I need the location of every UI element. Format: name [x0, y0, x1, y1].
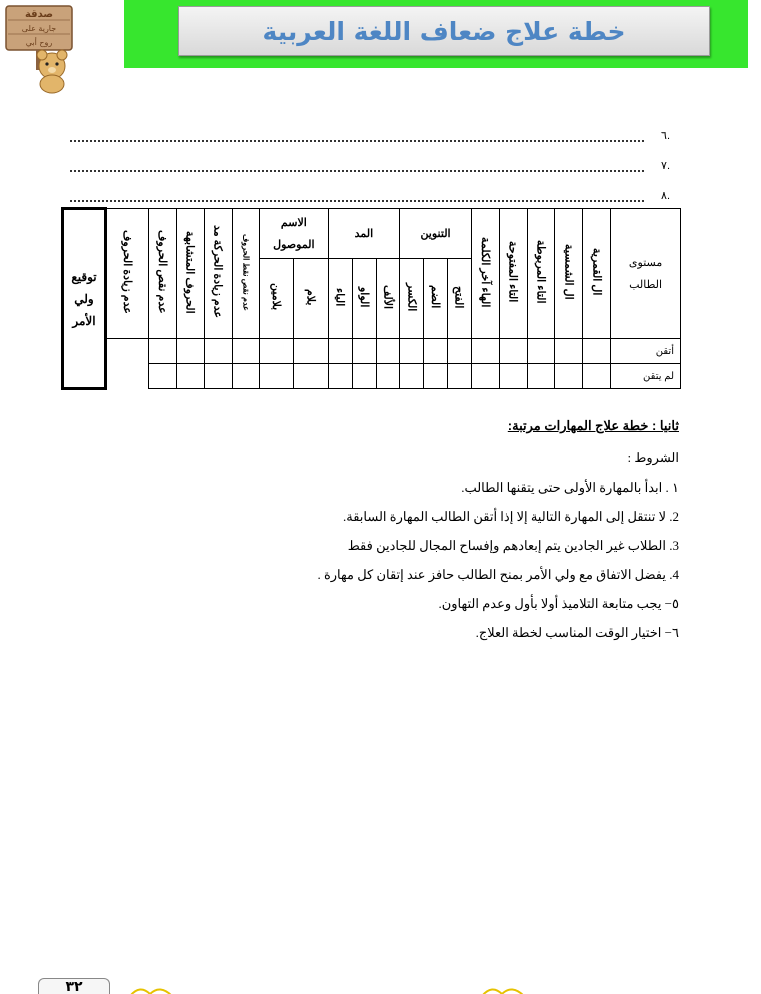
row-label-not-mastered: لم يتقن: [611, 364, 681, 389]
dotted-line-6: [70, 126, 670, 142]
dotted-line-8: [70, 186, 670, 202]
col-ziyada: عدم زيادة الحروف: [106, 209, 149, 339]
table-row: [63, 364, 681, 389]
svg-text:صدقة: صدقة: [24, 9, 54, 20]
madd-header: المد: [328, 209, 400, 259]
line-number: .٨: [661, 190, 670, 202]
page-title: خطة علاج ضعاف اللغة العربية: [262, 16, 626, 46]
footer-ornament-left: [128, 984, 174, 994]
page-number: ٣٢: [38, 978, 110, 994]
dotted-fill: [70, 132, 644, 142]
col-taa-marbuta: التاء المربوطة: [527, 209, 555, 339]
madd-waw: الواو: [352, 259, 376, 339]
ism-mawsul-header: الاسم الموصول: [260, 209, 329, 259]
signature-column: توقيع ولي الأمر: [63, 209, 106, 389]
line-number: .٦: [661, 130, 670, 142]
condition-item-2: 2. لا تنتقل إلى المهارة التالية إلا إذا أتقن الطالب المهارة السابقة.: [343, 509, 679, 524]
level-header: مستوى الطالب: [611, 209, 681, 339]
madd-yaa: الياء: [328, 259, 352, 339]
line-number: .٧: [661, 160, 670, 172]
tanween-kasr: الكسر: [400, 259, 424, 339]
row-label-mastered: أتقن: [611, 339, 681, 364]
col-naqs: عدم نقص الحروف: [148, 209, 176, 339]
footer-ornament-right: [480, 984, 526, 994]
dotted-fill: [70, 162, 644, 172]
col-taa-maftuha: التاء المفتوحة: [499, 209, 527, 339]
dotted-line-7: [70, 156, 670, 172]
section-heading: ثانيا : خطة علاج المهارات مرتبة:: [507, 418, 679, 433]
tanween-fath: الفتح: [447, 259, 471, 339]
col-haa-end: الهاء آخر الكلمة: [471, 209, 499, 339]
conditions-label: الشروط :: [627, 450, 679, 465]
madd-alif: الألف: [376, 259, 399, 339]
condition-item-1: ١ . ابدأ بالمهارة الأولى حتى يتقنها الطالب.: [461, 480, 679, 495]
condition-item-6: ٦− اختيار الوقت المناسب لخطة العلاج.: [475, 625, 679, 640]
title-box: [178, 6, 710, 56]
col-dots: عدم نقص نقط الحروف: [232, 209, 260, 339]
condition-item-3: 3. الطلاب غير الجادين يتم إبعادهم وإفساح المجال للجادين فقط: [347, 538, 679, 553]
svg-text:جارية على: جارية على: [21, 24, 57, 33]
tanween-header: التنوين: [400, 209, 472, 259]
condition-item-5: ٥− يجب متابعة التلاميذ أولا بأول وعدم التهاون.: [438, 596, 679, 611]
ism-bilam: بلام: [294, 259, 328, 339]
ism-bilamayn: بلامين: [260, 259, 294, 339]
condition-item-4: 4. يفضل الاتفاق مع ولي الأمر بمنح الطالب حافز عند إتقان كل مهارة .: [317, 567, 679, 582]
col-similar: الحروف المتشابهة: [176, 209, 204, 339]
dotted-fill: [70, 192, 644, 202]
table-row: [63, 339, 681, 364]
col-al-qamari: ال القمرية: [583, 209, 611, 339]
svg-text:روح أبي: روح أبي: [25, 38, 53, 47]
col-al-shamsi: ال الشمسية: [555, 209, 583, 339]
tanween-damm: الضم: [424, 259, 447, 339]
skills-table: [61, 207, 681, 390]
bear-logo: [2, 2, 80, 94]
col-haraka: عدم زيادة الحركة مد: [204, 209, 232, 339]
